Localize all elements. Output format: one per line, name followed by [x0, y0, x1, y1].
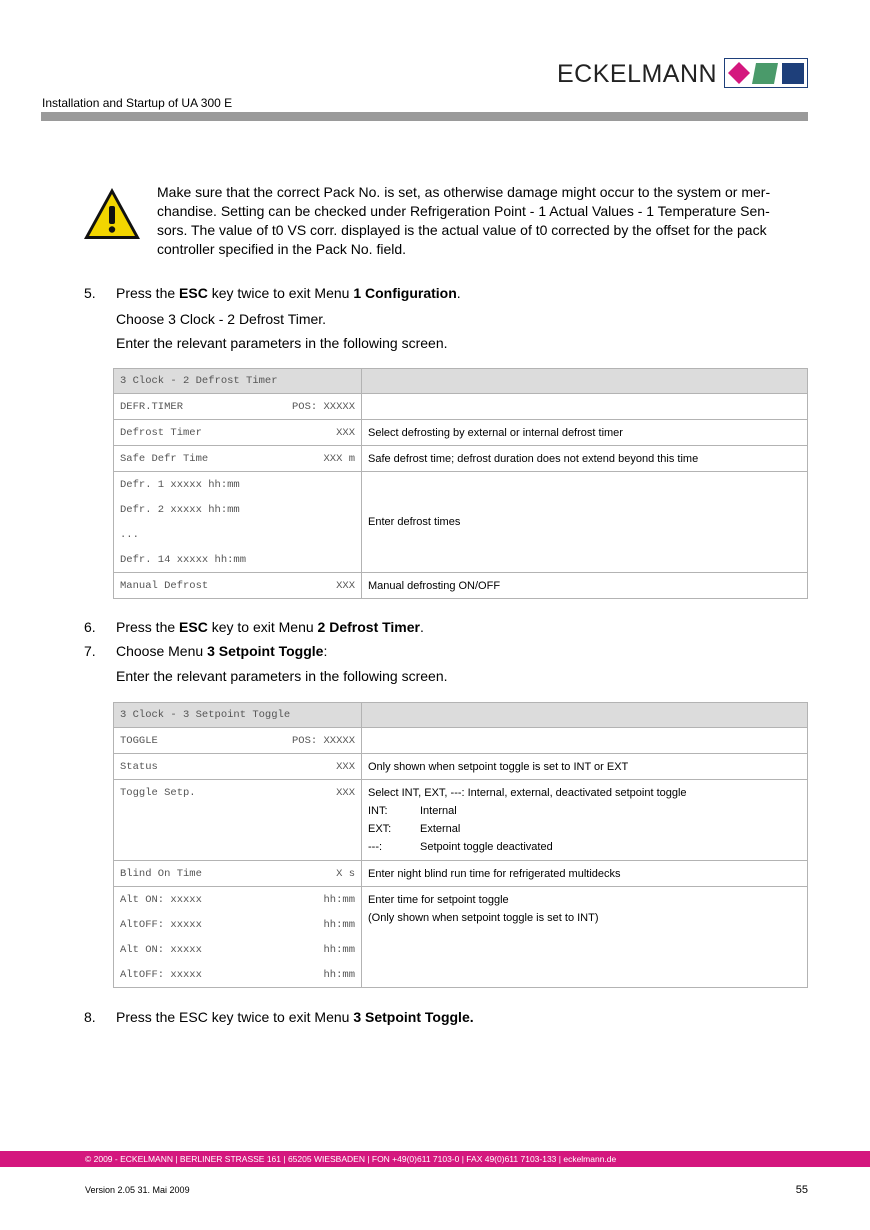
- table-row: Toggle Setp. XXX: [120, 786, 355, 799]
- warning-line: controller specified in the Pack No. field.: [157, 241, 407, 257]
- brand-name: ECKELMANN: [557, 60, 718, 88]
- row-description: Safe defrost time; defrost duration does not extend beyond this time: [362, 446, 808, 472]
- row-description: Manual defrosting ON/OFF: [362, 573, 808, 599]
- row-description: Enter time for setpoint toggle: [368, 894, 509, 906]
- header-divider: [41, 112, 808, 121]
- table-row: ...: [120, 528, 139, 541]
- step-5-line-2: Choose 3 Clock - 2 Defrost Timer.: [116, 311, 327, 327]
- table-header-desc: [362, 703, 808, 728]
- step-number: 6.: [84, 619, 96, 635]
- table-row: AltOFF: xxxxx hh:mm: [120, 918, 355, 931]
- table-row: Safe Defr Time XXX m: [120, 452, 355, 465]
- step-text: Press the ESC key twice to exit Menu 1 Configuration.: [116, 285, 461, 301]
- page-number: 55: [795, 1184, 808, 1196]
- step-5-line-3: Enter the relevant parameters in the following screen.: [116, 335, 448, 351]
- table-row: Defr. 2 xxxxx hh:mm: [120, 503, 240, 516]
- table-row: DEFR.TIMER POS: XXXXX: [120, 400, 355, 413]
- table-row: Blind On Time X s: [120, 867, 355, 880]
- defrost-timer-table: [113, 368, 808, 599]
- table-row: Alt ON: xxxxx hh:mm: [120, 893, 355, 906]
- step-text: Choose Menu 3 Setpoint Toggle:: [116, 643, 328, 659]
- warning-text: [157, 183, 817, 259]
- table-header-desc: [362, 369, 808, 394]
- list-item: ---: Setpoint toggle deactivated: [368, 841, 553, 853]
- warning-line: chandise. Setting can be checked under Refrigeration Point - 1 Actual Values - 1 Temperature Sen-: [157, 203, 770, 219]
- row-description: Select defrosting by external or internal defrost timer: [362, 420, 808, 446]
- table-header: 3 Clock - 2 Defrost Timer: [114, 369, 362, 394]
- step-text: Press the ESC key twice to exit Menu 3 Setpoint Toggle.: [116, 1009, 474, 1025]
- warning-line: sors. The value of t0 VS corr. displayed is the actual value of t0 corrected by the offset for the pack: [157, 222, 767, 238]
- menu-name: 2 Defrost Timer: [317, 619, 420, 635]
- version-info: Version 2.05 31. Mai 2009: [85, 1185, 190, 1195]
- list-item: EXT: External: [368, 823, 461, 835]
- logo-parallelogram-green: [752, 63, 778, 84]
- table-row: Status XXX: [120, 760, 355, 773]
- menu-name: 1 Configuration: [353, 285, 457, 301]
- footer-address: © 2009 - ECKELMANN | BERLINER STRASSE 161 | 65205 WIESBADEN | FON +49(0)611 7103-0 | FAX 49(0)611 7103-133 | eckelmann.de: [85, 1154, 617, 1164]
- table-header: 3 Clock - 3 Setpoint Toggle: [114, 703, 362, 728]
- row-description-note: (Only shown when setpoint toggle is set to INT): [368, 912, 599, 924]
- warning-triangle-icon: [82, 186, 142, 242]
- row-description: Enter defrost times: [362, 472, 808, 573]
- setpoint-toggle-table: [113, 702, 808, 988]
- step-7-line-2: Enter the relevant parameters in the following screen.: [116, 668, 448, 684]
- table-row: TOGGLE POS: XXXXX: [120, 734, 355, 747]
- step-number: 5.: [84, 285, 96, 301]
- eckelmann-logo-icon: [724, 58, 808, 88]
- row-description: Select INT, EXT, ---: Internal, external, deactivated setpoint toggle: [368, 787, 687, 799]
- key-name: ESC: [179, 619, 208, 635]
- warning-line: Make sure that the correct Pack No. is set, as otherwise damage might occur to the system or mer-: [157, 184, 771, 200]
- list-item: INT: Internal: [368, 805, 457, 817]
- row-description: Enter night blind run time for refrigerated multidecks: [362, 861, 808, 887]
- table-row: Defrost Timer XXX: [120, 426, 355, 439]
- menu-name: 3 Setpoint Toggle: [207, 643, 324, 659]
- key-name: ESC: [179, 285, 208, 301]
- step-text: Press the ESC key to exit Menu 2 Defrost Timer.: [116, 619, 424, 635]
- table-row: AltOFF: xxxxx hh:mm: [120, 968, 355, 981]
- table-row: Defr. 1 xxxxx hh:mm: [120, 478, 240, 491]
- row-description: Only shown when setpoint toggle is set to INT or EXT: [362, 754, 808, 780]
- table-row: Manual Defrost XXX: [120, 579, 355, 592]
- step-number: 8.: [84, 1009, 96, 1025]
- option-list: [368, 802, 801, 856]
- document-title: Installation and Startup of UA 300 E: [42, 96, 233, 110]
- table-row: Defr. 14 xxxxx hh:mm: [120, 553, 247, 566]
- step-number: 7.: [84, 643, 96, 659]
- menu-name: 3 Setpoint Toggle.: [353, 1009, 474, 1025]
- table-row: Alt ON: xxxxx hh:mm: [120, 943, 355, 956]
